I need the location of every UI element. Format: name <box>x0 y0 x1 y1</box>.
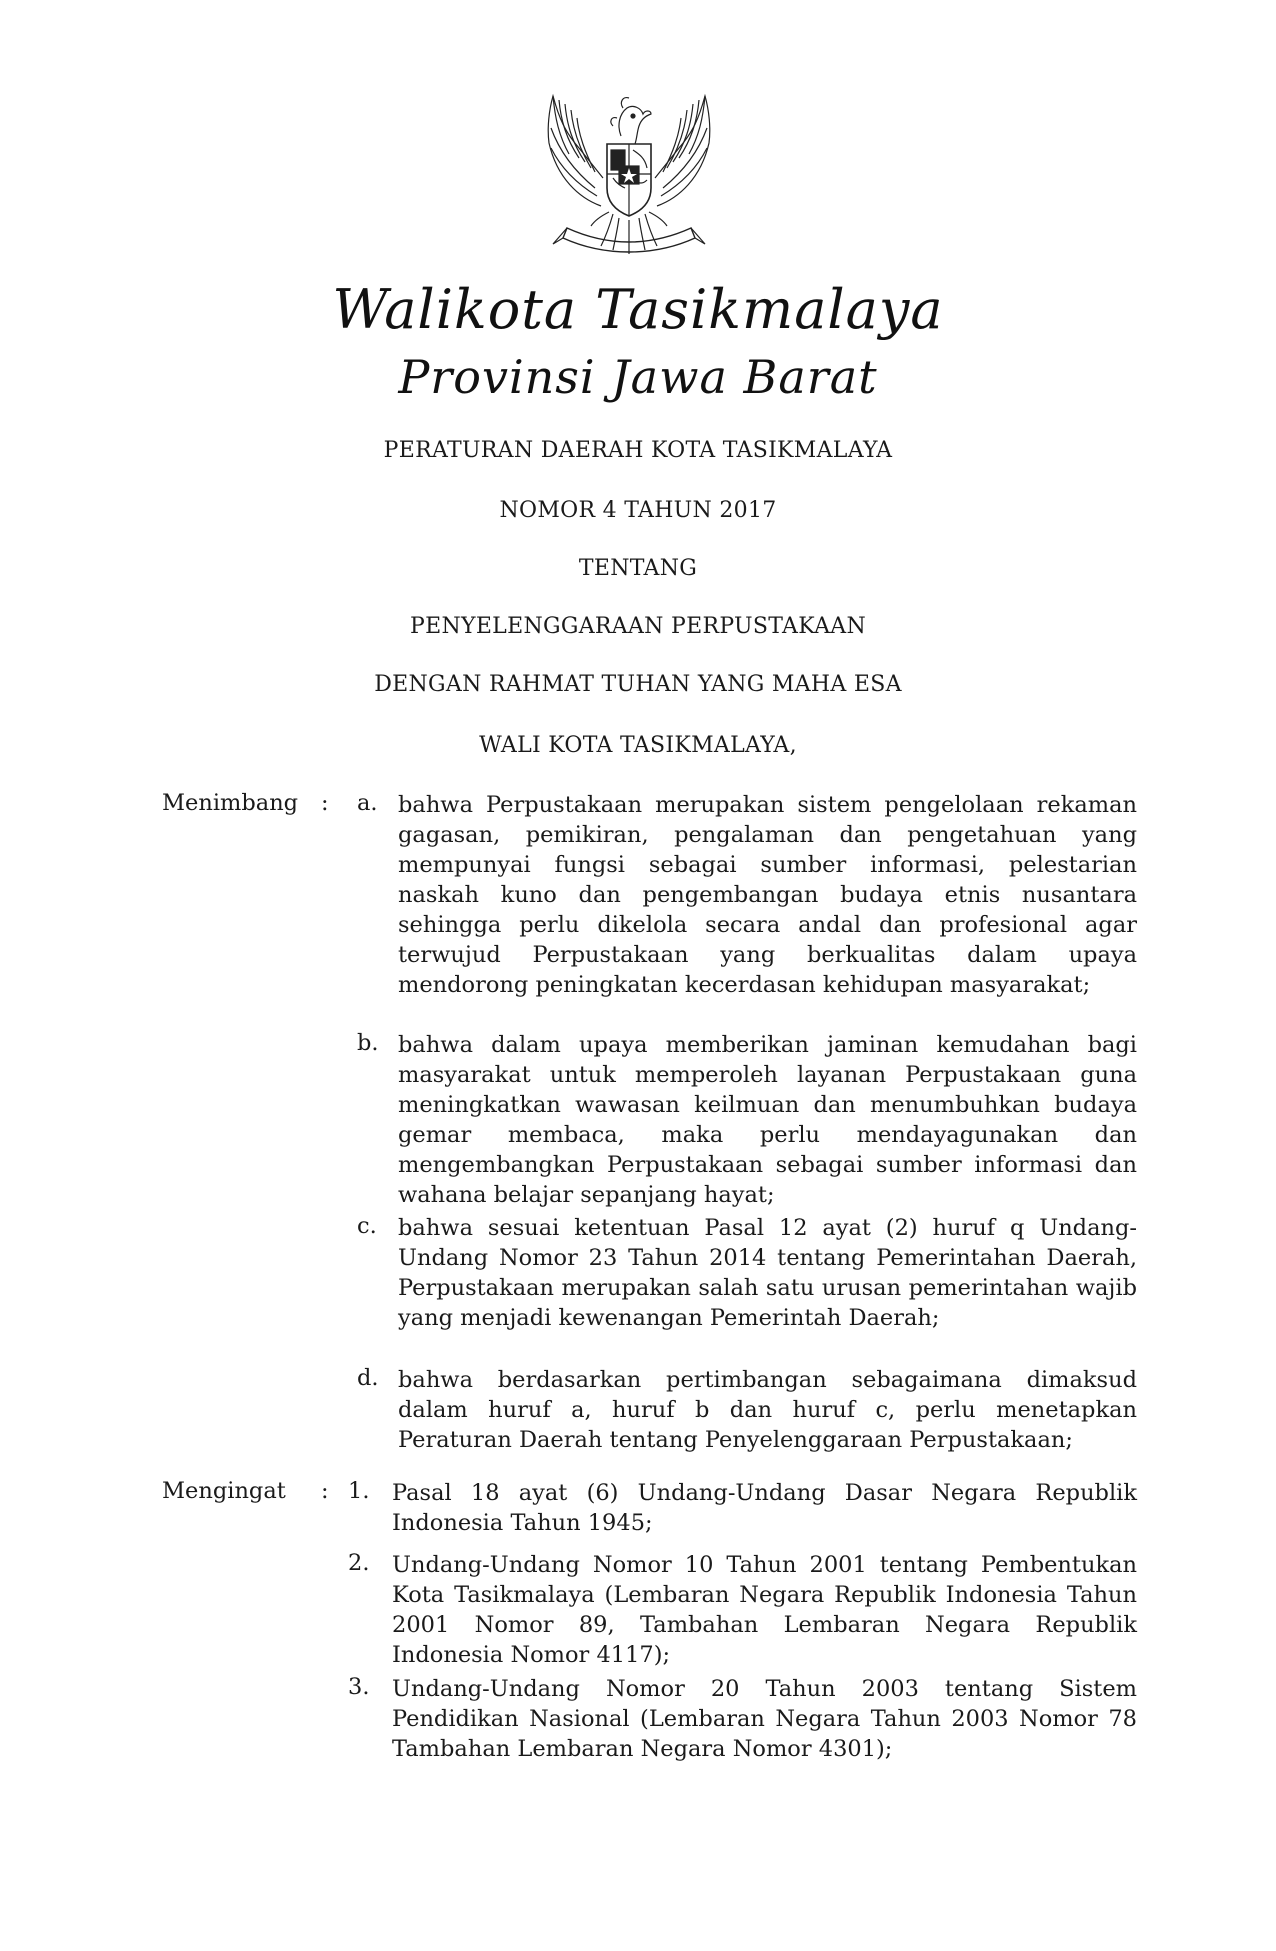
item-marker: 1. <box>348 1478 370 1504</box>
item-text: bahwa sesuai ketentuan Pasal 12 ayat (2) huruf q Undang-Undang Nomor 23 Tahun 2014 tentang Pemerintahan Daerah, Perpustakaan merupakan salah satu urusan pemerintahan wajib yang menjadi kewenangan Pemerintah Daerah; <box>398 1215 1137 1331</box>
item-text: bahwa berdasarkan pertimbangan sebagaimana dimaksud dalam huruf a, huruf b dan huruf c, perlu menetapkan Peraturan Daerah tentang Penyelenggaraan Perpustakaan; <box>398 1367 1137 1453</box>
garuda-pancasila-emblem <box>539 88 719 264</box>
title-subject: PENYELENGGARAAN PERPUSTAKAAN <box>409 614 867 639</box>
item-marker: 3. <box>348 1674 370 1700</box>
item-marker: c. <box>357 1213 377 1239</box>
title-regulation: PERATURAN DAERAH KOTA TASIKMALAYA <box>383 438 893 463</box>
mengingat-label: Mengingat <box>162 1478 286 1504</box>
title-authority: WALI KOTA TASIKMALAYA, <box>479 733 797 758</box>
menimbang-section <box>162 790 1137 1460</box>
header-script-line-1: Walikota Tasikmalaya <box>332 278 944 341</box>
header-script-line-2: Provinsi Jawa Barat <box>398 350 878 404</box>
item-text: Pasal 18 ayat (6) Undang-Undang Dasar Negara Republik Indonesia Tahun 1945; <box>392 1480 1137 1536</box>
item-text: bahwa Perpustakaan merupakan sistem pengelolaan rekaman gagasan, pemikiran, pengalaman dan pengetahuan yang mempunyai fungsi sebagai sumber informasi, pelestarian naskah kuno dan pengembangan budaya etnis nusantara sehingga perlu dikelola secara andal dan profesional agar terwujud Perpustakaan yang berkualitas dalam upaya mendorong peningkatan kecerdasan kehidupan masyarakat; <box>398 792 1137 998</box>
mengingat-section <box>162 1478 1137 1808</box>
title-invocation: DENGAN RAHMAT TUHAN YANG MAHA ESA <box>374 672 902 697</box>
item-marker: a. <box>357 790 378 816</box>
item-text: bahwa dalam upaya memberikan jaminan kemudahan bagi masyarakat untuk memperoleh layanan Perpustakaan guna meningkatkan wawasan keilmuan dan menumbuhkan budaya gemar membaca, maka perlu mendayagunakan dan mengembangkan Perpustakaan sebagai sumber informasi dan wahana belajar sepanjang hayat; <box>398 1032 1137 1208</box>
title-number: NOMOR 4 TAHUN 2017 <box>499 498 777 523</box>
item-text: Undang-Undang Nomor 10 Tahun 2001 tentang Pembentukan Kota Tasikmalaya (Lembaran Negara Republik Indonesia Tahun 2001 Nomor 89, Tambahan Lembaran Negara Republik Indonesia Nomor 4117); <box>392 1552 1137 1668</box>
item-marker: 2. <box>348 1550 370 1576</box>
item-marker: d. <box>357 1365 379 1391</box>
mengingat-colon: : <box>321 1478 329 1504</box>
menimbang-colon: : <box>321 790 329 816</box>
menimbang-label: Menimbang <box>162 790 299 816</box>
title-tentang: TENTANG <box>578 556 698 581</box>
item-marker: b. <box>357 1030 379 1056</box>
item-text: Undang-Undang Nomor 20 Tahun 2003 tentang Sistem Pendidikan Nasional (Lembaran Negara Tahun 2003 Nomor 78 Tambahan Lembaran Negara Nomor 4301); <box>392 1676 1137 1762</box>
